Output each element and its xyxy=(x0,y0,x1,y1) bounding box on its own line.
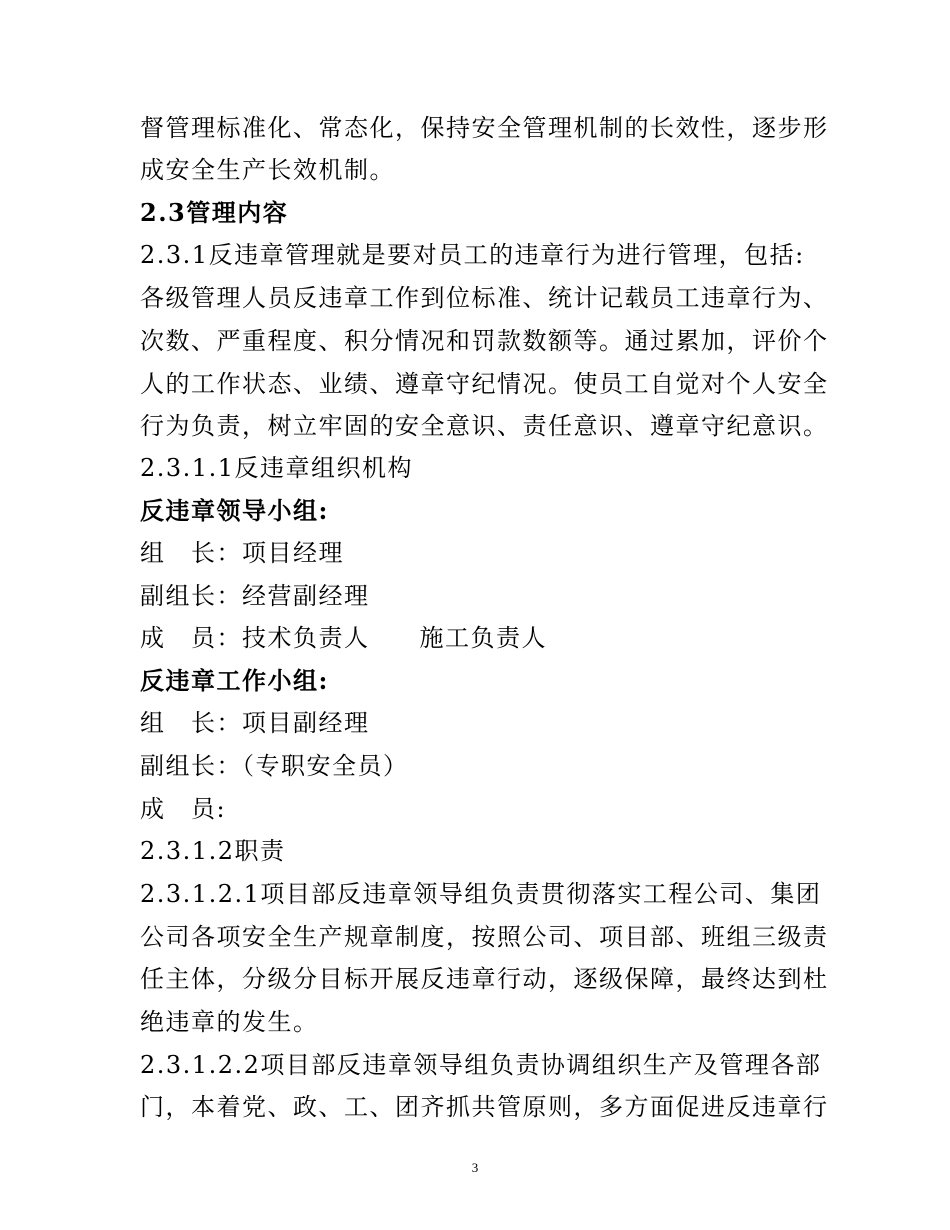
member-line xyxy=(140,623,820,653)
body-text-line: 成安全生产长效机制。 xyxy=(140,156,395,184)
page-number: 3 xyxy=(471,1160,479,1175)
group-heading: 反违章领导小组: xyxy=(140,496,329,525)
body-text-line: 人的工作状态、业绩、遵章守纪情况。使员工自觉对个人安全 xyxy=(140,370,829,398)
section-heading: 2.3管理内容 xyxy=(140,198,289,227)
body-text-line: 督管理标准化、常态化，保持安全管理机制的长效性，逐步形 xyxy=(140,114,829,142)
body-text-line: 次数、严重程度、积分情况和罚款数额等。通过累加，评价个 xyxy=(140,327,829,355)
body-text-line: 行为负责，树立牢固的安全意识、责任意识、遵章守纪意识。 xyxy=(140,412,829,440)
body-text-line: 2.3.1.2.1项目部反违章领导组负责贯彻落实工程公司、集团 xyxy=(140,880,822,908)
body-text-line: 各级管理人员反违章工作到位标准、统计记载员工违章行为、 xyxy=(140,284,829,312)
body-text-line: 绝违章的发生。 xyxy=(140,1008,319,1036)
member-line: 组 长：项目经理 xyxy=(140,539,344,567)
member-line: 组 长：项目副经理 xyxy=(140,709,370,737)
subsection-heading: 2.3.1.2职责 xyxy=(140,837,286,865)
body-text-line: 2.3.1.2.2项目部反违章领导组负责协调组织生产及管理各部 xyxy=(140,1051,822,1079)
body-text-line: 公司各项安全生产规章制度，按照公司、项目部、班组三级责 xyxy=(140,923,829,951)
group-heading: 反违章工作小组: xyxy=(140,666,329,695)
body-text-line: 2.3.1反违章管理就是要对员工的违章行为进行管理，包括: xyxy=(140,241,805,269)
member-line: 副组长：（专职安全员） xyxy=(140,752,409,780)
member-line: 成 员: xyxy=(140,795,227,823)
subsection-heading: 2.3.1.1反违章组织机构 xyxy=(140,454,413,482)
body-text-line: 任主体，分级分目标开展反违章行动，逐级保障，最终达到杜 xyxy=(140,965,829,993)
member-text: 施工负责人 xyxy=(419,624,547,652)
member-text: 成 员：技术负责人 xyxy=(140,624,370,652)
member-line: 副组长：经营副经理 xyxy=(140,582,370,610)
body-text-line: 门，本着党、政、工、团齐抓共管原则，多方面促进反违章行 xyxy=(140,1093,829,1121)
